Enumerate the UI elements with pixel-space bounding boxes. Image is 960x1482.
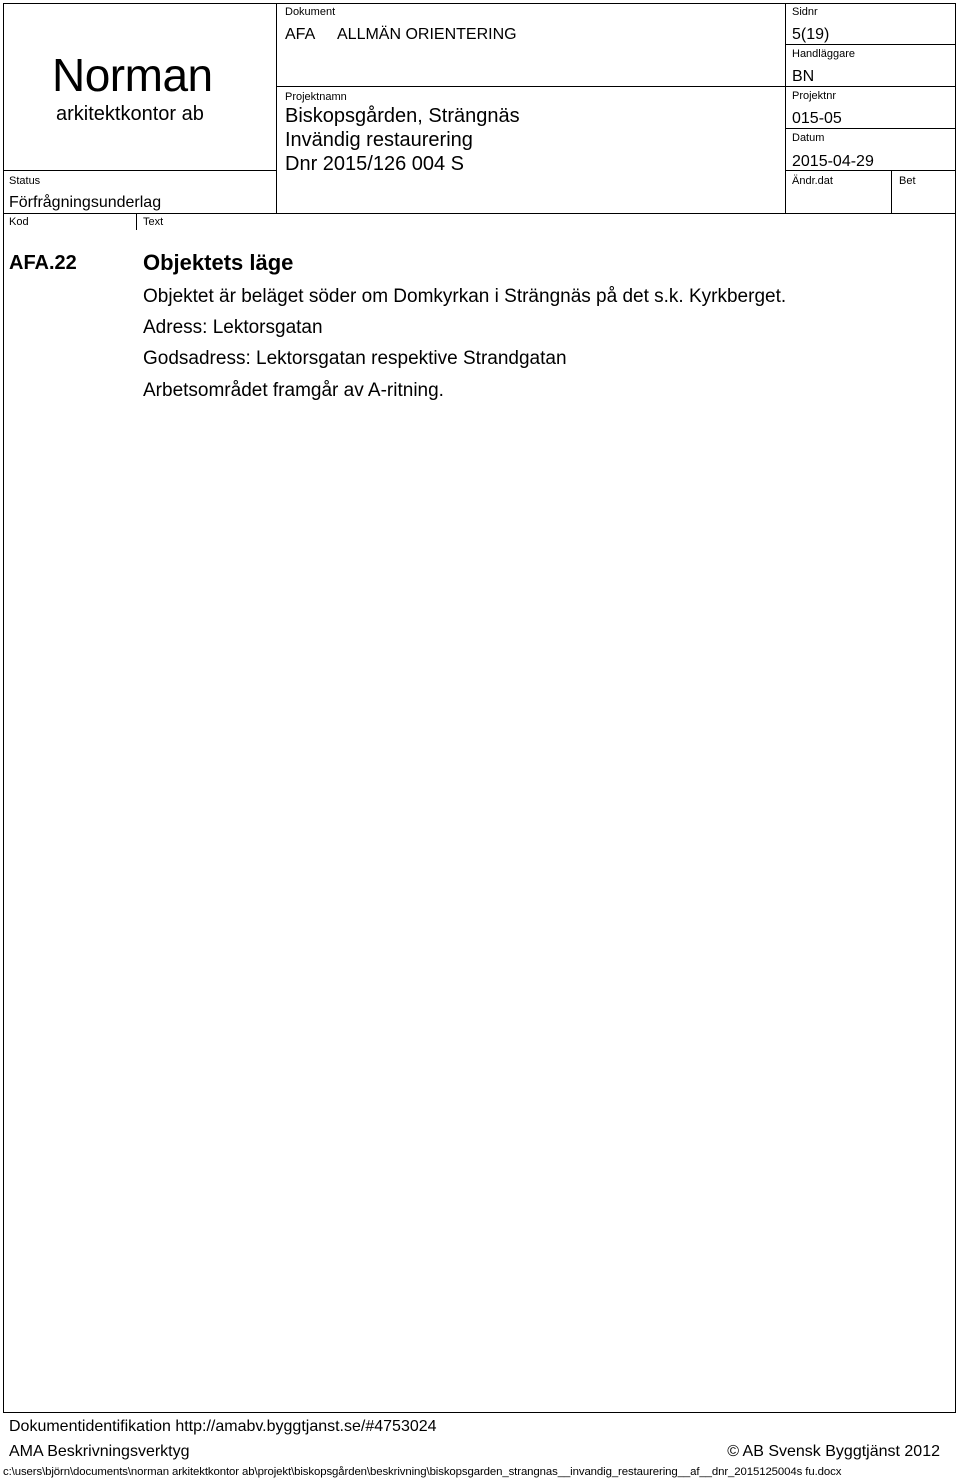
- rule-handlaggare: [785, 86, 956, 87]
- projektnamn-line-1: Biskopsgården, Strängnäs: [285, 105, 520, 127]
- rule-sidnr: [785, 44, 956, 45]
- status-label: Status: [9, 175, 41, 187]
- dokument-title: ALLMÄN ORIENTERING: [337, 26, 517, 43]
- divider-logo: [276, 3, 277, 213]
- sidnr-value: 5(19): [792, 26, 830, 43]
- company-logo: Norman: [52, 49, 213, 101]
- rule-header-bottom: [3, 213, 956, 214]
- projektnr-label: Projektnr: [792, 90, 837, 102]
- handlaggare-value: BN: [792, 68, 815, 85]
- divider-bet: [891, 170, 892, 213]
- status-value: Förfrågningsunderlag: [9, 194, 162, 211]
- divider-meta: [785, 3, 786, 213]
- footer-tool: AMA Beskrivningsverktyg: [9, 1443, 190, 1460]
- page-frame: [3, 3, 956, 1413]
- rule-projektnamn: [276, 86, 785, 87]
- footer-copyright: © AB Svensk Byggtjänst 2012: [727, 1443, 940, 1460]
- handlaggare-label: Handläggare: [792, 48, 855, 60]
- section-heading: Objektets läge: [143, 250, 294, 275]
- company-subtitle: arkitektkontor ab: [56, 103, 204, 125]
- datum-label: Datum: [792, 132, 825, 144]
- andr-label: Ändr.dat: [792, 175, 833, 187]
- projektnr-value: 015-05: [792, 110, 842, 127]
- section-line-3: Godsadress: Lektorsgatan respektive Strandgatan: [143, 348, 567, 369]
- footer-doc-id: Dokumentidentifikation http://amabv.byggtjanst.se/#4753024: [9, 1418, 437, 1435]
- datum-value: 2015-04-29: [792, 153, 874, 170]
- text-label: Text: [143, 216, 164, 228]
- bet-label: Bet: [899, 175, 916, 187]
- dokument-label: Dokument: [285, 6, 336, 18]
- projektnamn-label: Projektnamn: [285, 91, 347, 103]
- rule-projektnr: [785, 128, 956, 129]
- rule-status: [3, 170, 276, 171]
- section-code: AFA.22: [9, 252, 77, 274]
- projektnamn-line-3: Dnr 2015/126 004 S: [285, 153, 465, 175]
- section-line-2: Adress: Lektorsgatan: [143, 317, 323, 338]
- dokument-code: AFA: [285, 26, 316, 43]
- divider-kod: [136, 213, 137, 230]
- projektnamn-line-2: Invändig restaurering: [285, 129, 473, 151]
- footer-path: c:\users\björn\documents\norman arkitektkontor ab\projekt\biskopsgården\beskrivning\biskopsgarden_strangnas__invandig_restaurering__af__dnr_2015125004s fu.docx: [3, 1466, 842, 1478]
- section-line-4: Arbetsområdet framgår av A-ritning.: [143, 380, 444, 401]
- kod-label: Kod: [9, 216, 29, 228]
- sidnr-label: Sidnr: [792, 6, 818, 18]
- section-line-1: Objektet är beläget söder om Domkyrkan i Strängnäs på det s.k. Kyrkberget.: [143, 286, 787, 307]
